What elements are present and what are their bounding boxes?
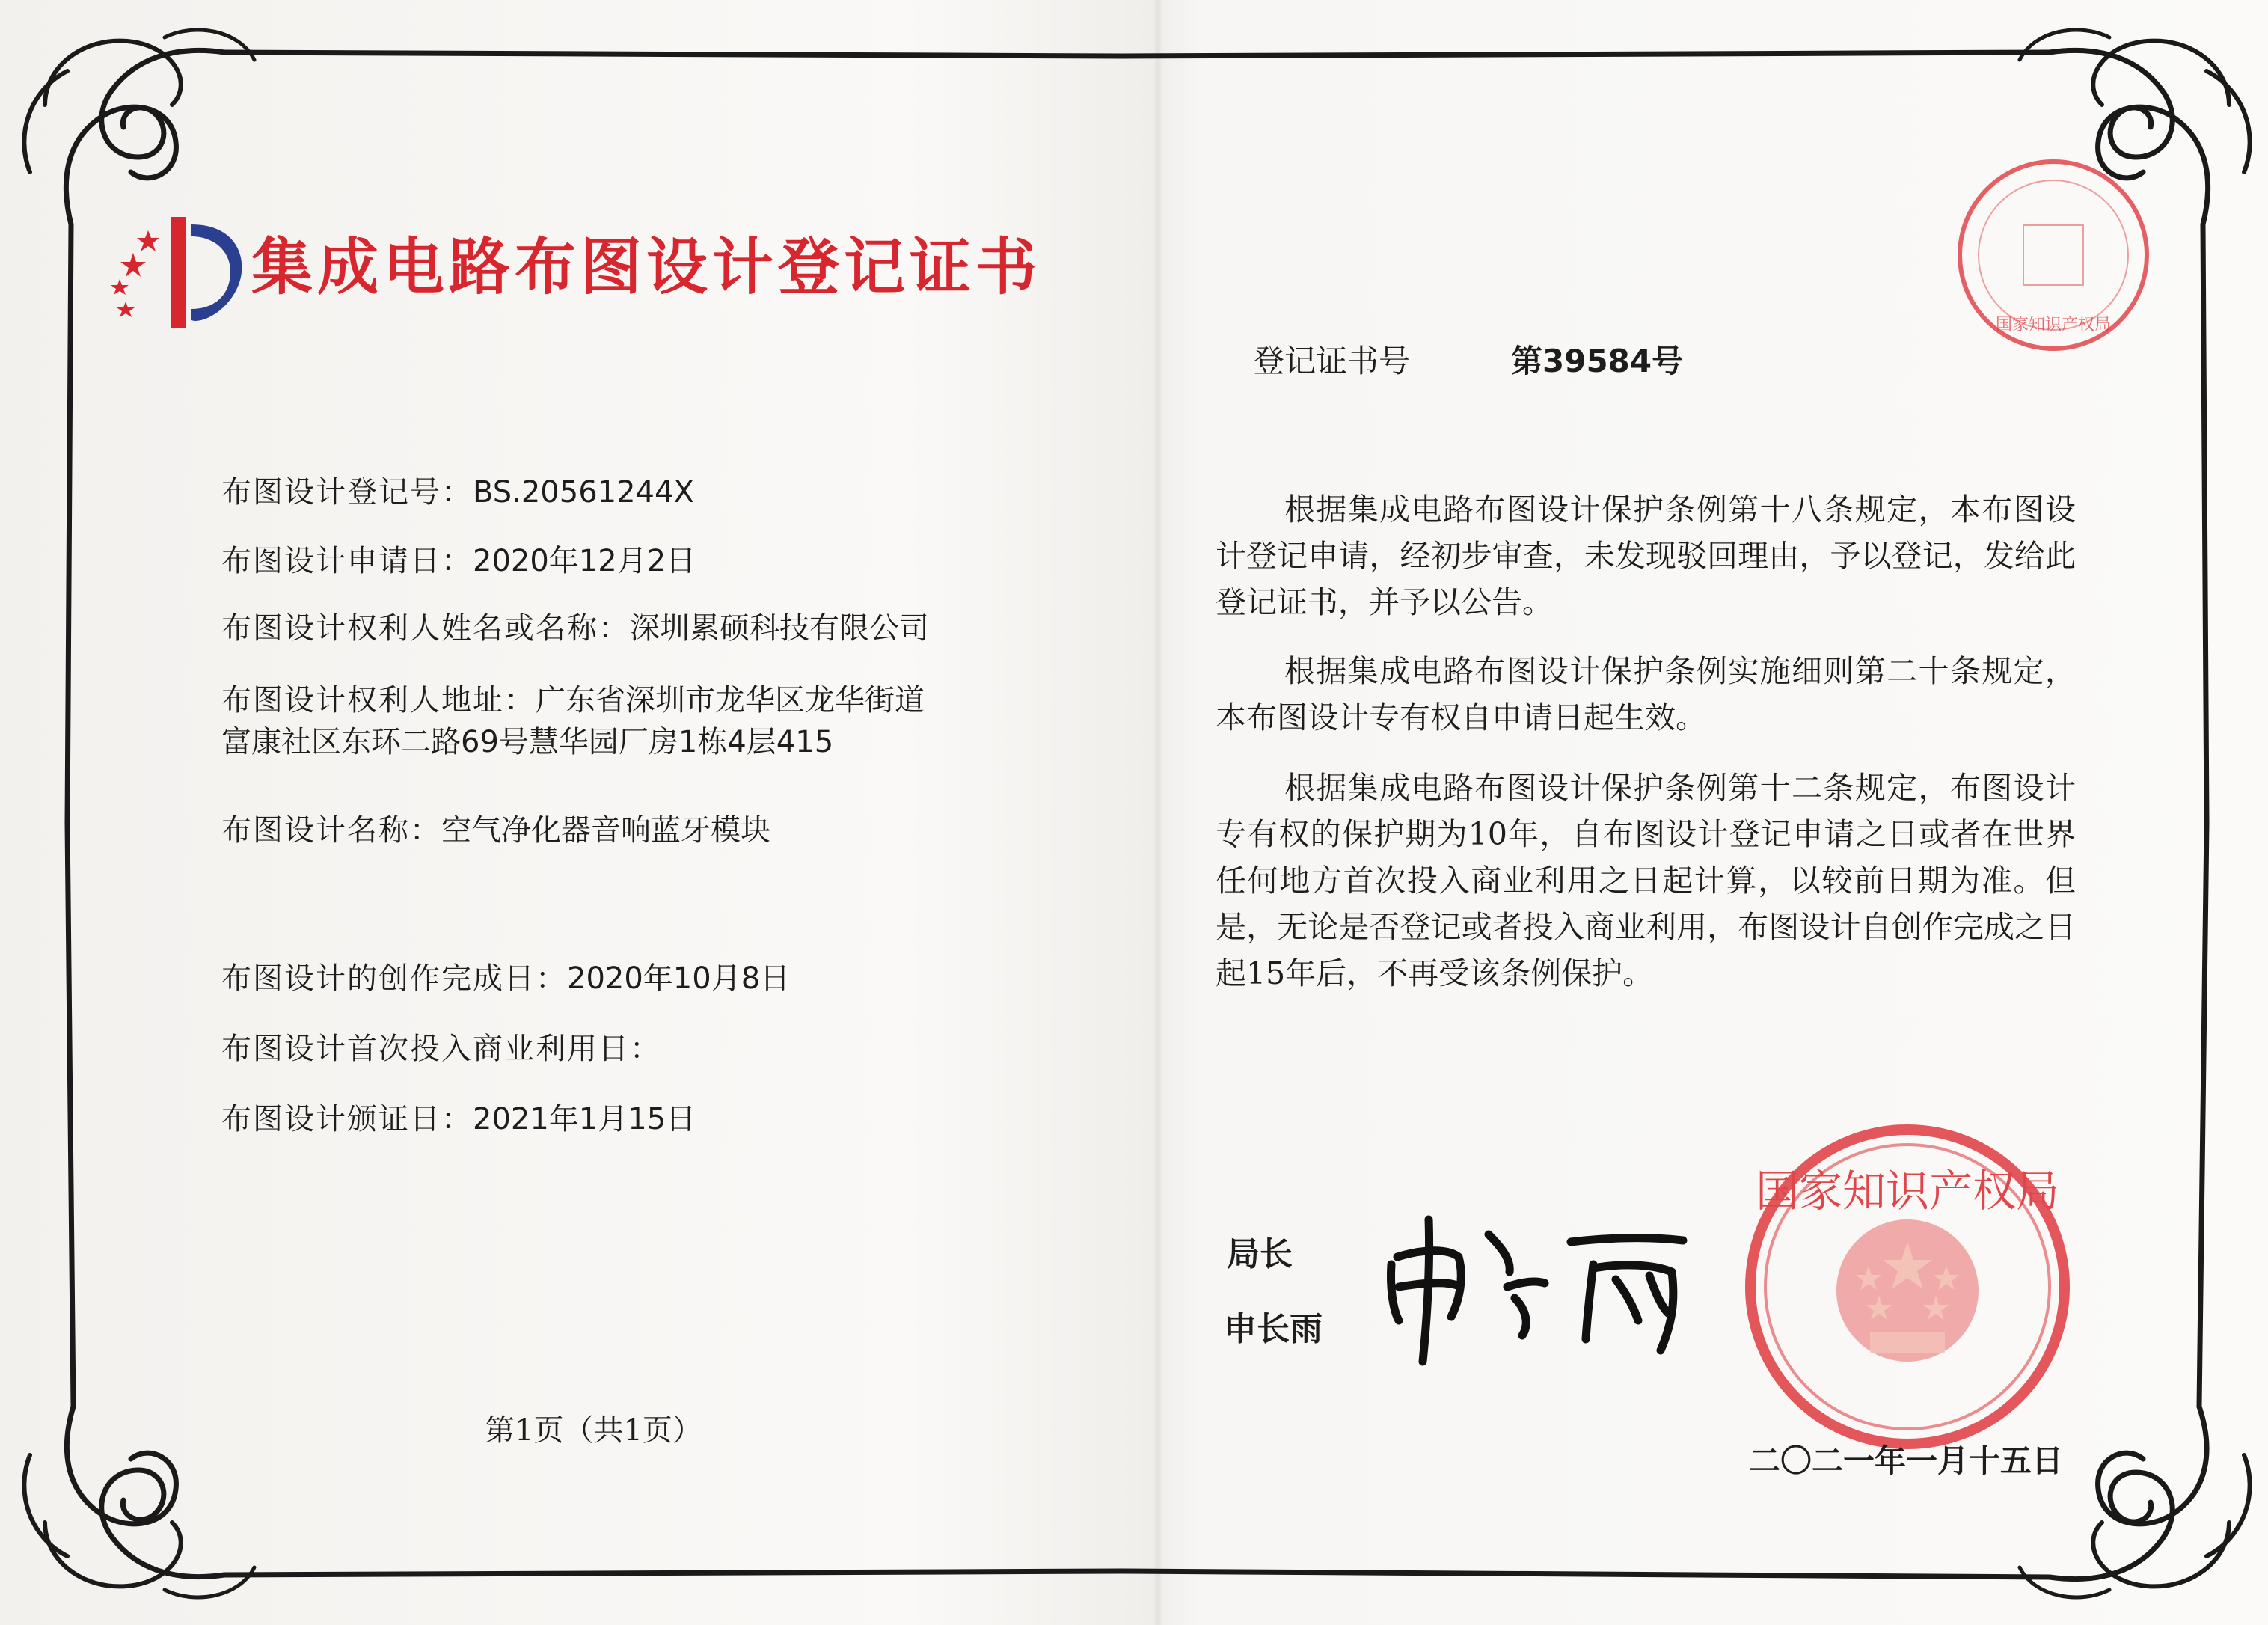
field-label: 布图设计首次投入商业利用日：	[221, 1032, 661, 1066]
field-value: 空气净化器音响蓝牙模块	[441, 813, 770, 848]
seal-text: 国家知识产权局	[1755, 1166, 2060, 1217]
field-design-name	[221, 810, 770, 851]
field-value: 广东省深圳市龙华区龙华街道富康社区东环二路69号慧华园厂房1栋4层415	[221, 683, 925, 759]
ic-layout-logo-icon	[103, 208, 253, 335]
clause-paragraph-1: 根据集成电路布图设计保护条例第十八条规定，本布图设计登记申请，经初步审查，未发现驳回理由，予以登记，发给此登记证书，并予以公告。	[1216, 492, 2076, 620]
cert-number-label: 登记证书号	[1253, 343, 1411, 379]
field-label: 布图设计申请日：	[221, 544, 473, 578]
registration-stamp	[1952, 154, 2154, 356]
clause-paragraph-3: 根据集成电路布图设计保护条例第十二条规定，布图设计专有权的保护期为10年，自布图设计登记申请之日或者在世界任何地方首次投入商业利用之日起计算，以较前日期为准。但是，无论是否登记或者投入商业利用，布图设计自创作完成之日起15年后，不再受该条例保护。	[1216, 770, 2076, 991]
field-label: 布图设计登记号：	[221, 475, 473, 509]
director-name: 申长雨	[1224, 1310, 1323, 1348]
field-creation-date	[221, 958, 790, 1000]
field-label: 布图设计名称：	[221, 813, 441, 848]
field-application-date	[221, 540, 696, 582]
field-right-holder	[221, 608, 932, 649]
field-issue-date	[221, 1098, 696, 1140]
field-first-commercial-date	[221, 1028, 661, 1070]
certificate-title: 集成电路布图设计登记证书	[251, 231, 1042, 303]
issue-date: 二〇二一年一月十五日	[1749, 1442, 2064, 1479]
page-number: 第1页（共1页）	[485, 1413, 702, 1448]
national-ip-office-seal	[1743, 1122, 2072, 1451]
field-label: 布图设计权利人姓名或名称：	[221, 611, 630, 646]
clause-paragraph-2: 根据集成电路布图设计保护条例实施细则第二十条规定，本布图设计专有权自申请日起生效。	[1216, 653, 2076, 735]
field-registration-number	[221, 471, 694, 513]
field-holder-address	[221, 679, 932, 763]
field-value: 深圳累硕科技有限公司	[630, 611, 929, 646]
field-value: 2020年12月2日	[473, 544, 696, 578]
field-label: 布图设计权利人地址：	[221, 683, 536, 717]
director-title: 局长	[1227, 1235, 1293, 1273]
registration-stamp-text: 国家知识产权局	[1995, 316, 2112, 334]
field-value: 2020年10月8日	[567, 961, 791, 996]
director-signature	[1376, 1197, 1705, 1369]
field-value: 2021年1月15日	[473, 1102, 696, 1136]
field-value: BS.20561244X	[473, 475, 694, 509]
cert-number-value: 第39584号	[1511, 343, 1684, 379]
field-label: 布图设计颁证日：	[221, 1102, 473, 1136]
field-label: 布图设计的创作完成日：	[221, 961, 567, 996]
